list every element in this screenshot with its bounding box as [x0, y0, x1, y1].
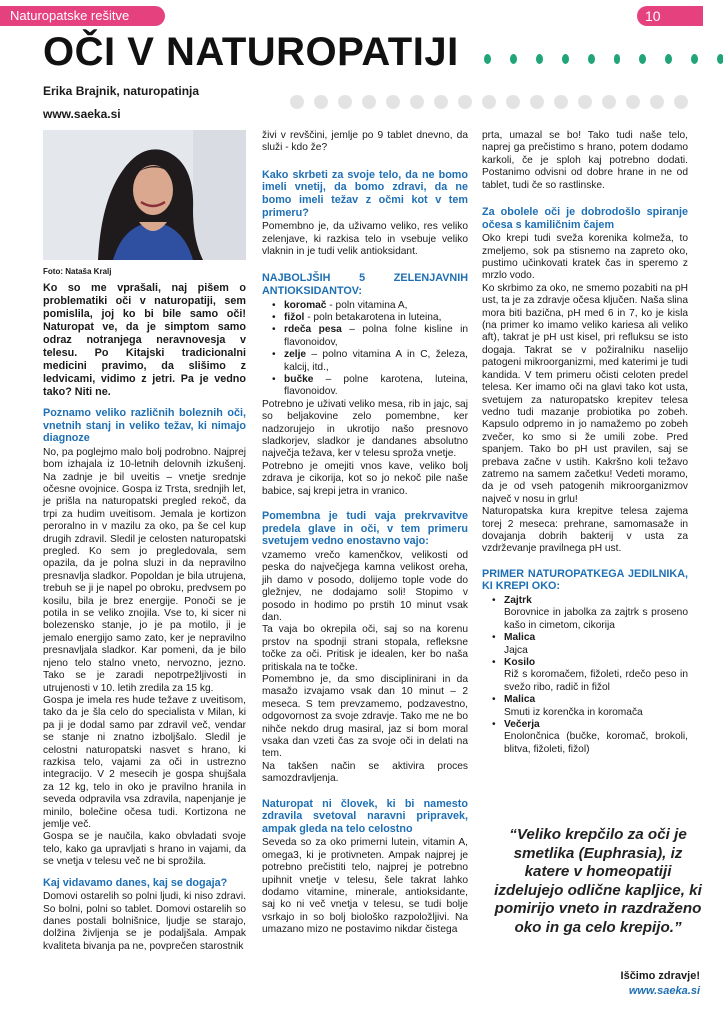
closing-website: www.saeka.si — [628, 985, 700, 997]
list-item: • bučke – polne karotena, luteina, flavonoidov. — [284, 374, 468, 399]
pull-quote: “Veliko krepčilo za oči je smetlika (Euphrasia), iz katere v homeopatiji izdelujejo odlične kapljice, ki pomirijo vneto in razdraženo oko in ga celo krepijo.” — [494, 826, 702, 936]
paragraph: Gospa se je naučila, kako obvladati svoje telo, kako ga upravljati s hrano in vajami, da se vnetja v telesu več ne bi sprožila. — [43, 831, 246, 868]
list-item: • Večerja Enolončnica (bučke, koromač, brokoli, blitva, fižoleti, fižol) — [504, 719, 688, 756]
closing-line: Iščimo zdravje! — [620, 970, 700, 982]
lead-paragraph: Ko so me vprašali, naj pišem o problematiki oči v naturopatiji, sem pomislila, joj ko bi bile samo oči! Naturopat ve, da je simptom samo odraz notranjega neravnovesja v telesu. Po Kitajski tradicionalni medicini pravimo, da slišimo z ledvicami, vidimo z jetri. Pa je vedno tako? Niti ne. — [43, 282, 246, 398]
paragraph: Ta vaja bo okrepila oči, saj so na korenu prstov na spodnji strani stopala, refleksne točke za oči. Pritisk je idealen, ker bo naša pritiskala na te točke. — [262, 624, 468, 673]
list-item: • Zajtrk Borovnice in jabolka za zajtrk s proseno kašo in cimetom, cikorija — [504, 595, 688, 632]
column-3 — [482, 130, 688, 756]
subheading: Kaj vidavamo danes, kaj se dogaja? — [43, 876, 228, 889]
subheading: Za obolele oči je dobrodošlo spiranje očesa s kamiličnim čajem — [482, 206, 688, 231]
column-2 — [262, 130, 468, 937]
subheading: Pomembna je tudi vaja prekrvavitve predela glave in oči, v tem primeru svetujem vedno enostavno vajo: — [262, 510, 468, 548]
author-photo — [43, 130, 246, 260]
subheading: Kako skrbeti za svoje telo, da ne bomo imeli vnetij, da bomo zdravi, da ne bomo imeli težav z očmi kot v tem primeru? — [262, 168, 468, 219]
author-website: www.saeka.si — [43, 107, 121, 121]
subheading: PRIMER NATUROPATKEGA JEDILNIKA, KI KREPI OKO: — [482, 567, 688, 593]
list-item: • Kosilo Riž s koromačem, fižoleti, rdečo peso in svežo ribo, radič in fižol — [504, 657, 688, 694]
section-tab: Naturopatske rešitve — [0, 6, 165, 26]
article-author: Erika Brajnik, naturopatinja — [43, 84, 200, 98]
list-item: • rdeča pesa – polna folne kisline in flavonoidov, — [284, 324, 468, 349]
paragraph: Seveda so za oko primerni lutein, vitamin A, omega3, ki je protivneten. Ampak najprej je potrebno prečistiti telo, najprej je potrebno upihnit vnetje v telesu, šele takrat lahko dodamo vitamine, minerale, antioksidante, saj ko ni več vnetja v telesu, se tudi bolje vsrkajo in so bolj biološko razpoložljivi. Na umazano mizo ne postavimo nikdar čistega — [262, 837, 468, 936]
subheading: Poznamo veliko različnih boleznih oči, vnetnih stanj in veliko težav, ki nimajo diagnoze — [43, 407, 246, 445]
paragraph: Potrebno je omejiti vnos kave, veliko bolj zdrava je cikorija, kot so jo nekoč pile naše babice, saj krepi jetra in vranico. — [262, 460, 468, 497]
paragraph: Potrebno je uživati veliko mesa, rib in jajc, saj so beljakovine zelo pomembne, ker nadzorujejo in ukrotijo našo presnovo sladkorjev, sladkor je dandanes absolutno največja težava, ker v telesu sproža vnetje. — [262, 398, 468, 460]
column-1 — [43, 282, 246, 953]
paragraph: Ko skrbimo za oko, ne smemo pozabiti na pH ust, ta je za zdravje očesa ključen. Naša slina mora biti bazična, pH med 6 in 7, ko je kisla (na primer ko imamo veliko kariesa ali veliko aft), takrat je pH ust kisel, pri refluksu se isto dogaja. Takrat se v požiralniku naselijo patogeni mikroorganizmi, med katerimi je tudi kandida. V tem primeru očisti celoten predel telesa. Ker imamo oči na glavi tako kot usta, svetujem za naturopatsko krepitev telesa vedno tudi mazanje probiotika po zobeh. Kapsulo odpremo in jo namažemo po zobeh zvečer, ko smo si že umili zobe. Pred spanjem. Tako bo pH ust pravilen, saj se prebava začne v ustih. Kakršno koli težavo zatremo na samem začetku! Vedeti moramo, da je od vseh patogenih mikroorganizmov največ v nosu in grlu! — [482, 282, 688, 505]
paragraph: prta, umazal se bo! Tako tudi naše telo, naprej ga prečistimo s hrano, potem dodamo karkoli, če je sploh kaj potrebno dodati. Postanimo odvisni od dobre hrane in ne od tablet, tudi če so rastlinske. — [482, 130, 688, 191]
paragraph: živi v revščini, jemlje po 9 tablet dnevno, da služi - kdo že? — [262, 130, 468, 154]
subheading: NAJBOLJŠIH 5 ZELENJAVNIH ANTIOKSIDANTOV: — [262, 272, 468, 297]
paragraph: Domovi ostarelih so polni ljudi, ki niso zdravi. So bolni, polni so tablet. Domovi ostarelih so danes postali bolnišnice, ljudje se starajo, dolžina življenja se je podaljšala. Ampak kvaliteta bivanja pa ne, povprečen starostnik — [43, 891, 246, 952]
paragraph: Pomembno je, da uživamo veliko, res veliko zelenjave, ki razkisa telo in vsebuje veliko vlaknin in je tudi velik antioksidant. — [262, 221, 468, 257]
list-item: • Malica Smuti iz korenčka in koromača — [504, 694, 688, 719]
title-dots-decoration — [484, 50, 723, 68]
list-item: • koromač - poln vitamina A, — [284, 300, 468, 312]
page-number: 10 — [637, 6, 703, 26]
subheading: Naturopat ni človek, ki bi namesto zdravila svetoval naravni pripravek, ampak gleda na telo celostno — [262, 797, 468, 835]
paragraph: Gospa je imela res hude težave z uveitisom, tako da je šla celo do specialista v Milan, ki pa ji je dodal samo par zdravil več, vendar se stanje ni znatno izboljšalo. Sledil je celostni naturopatski nasvet s hrano, ki razkisa telo, vajami za oči in ustrezno integracijo. V 2 mesecih je gospa shujšala za 12 kg, telo in oko je pravilno hranila in seveda odpravila vsa zdravila, napenjanje je minilo, bolečine očesa tudi. Kortizona ne jemlje več. — [43, 694, 246, 830]
paragraph: Oko krepi tudi sveža korenika kolmeža, to zmeljemo, sok pa stisnemo na zapreto oko, pustimo učinkovati kratek čas in speremo z mrzlo vodo. — [482, 233, 688, 282]
list-item: • zelje – polno vitamina A in C, železa, kalcij, itd., — [284, 349, 468, 374]
list-item: • fižol - poln betakarotena in luteina, — [284, 312, 468, 324]
portrait-illustration — [43, 130, 246, 260]
paragraph: Naturopatska kura krepitve telesa zajema torej 2 meseca: prehrane, samomasaže in dovajanja dobrih bakterij v usta za vzdrževanje pravilnega pH ust. — [482, 506, 688, 555]
paragraph: vzamemo vrečo kamenčkov, velikosti od peska do največjega kamna velikost oreha, jih damo v posodo, dolijemo tople vode do gležnjev, ne dodajamo soli! Stopimo v posodo in hodimo po prstih 10 minut vsak dan. — [262, 549, 468, 623]
list-item: • Malica Jajca — [504, 632, 688, 657]
paragraph: Na takšen način se aktivira proces samozdravljenja. — [262, 760, 468, 785]
photo-credit: Foto: Nataša Kralj — [43, 267, 112, 276]
paragraph: No, pa poglejmo malo bolj podrobno. Najprej bom izhajala iz 10-letnih delovnih izkušenj. Na zadnje je bil uveitis – vnetje srednje očesne ovojnice. Gospa iz Trsta, srednjih let, je prišla na naturopatski pregled rekoč, da trpi za hudim uveitisom. Jemala je kortizon peroralno in v mazilu za oko, pa še cel kup drugih zdravil. Sledil je celosten naturopatski pregled. Ko sem jo pregledovala, sem opazila, da je polna sluzi in da nepravilno presnavlja sladkor. Popoldan je bila utrujena, trebuh se ji je napel po obroku, predvsem po kosilu, bila je brez energije. Ponoči se je potila in se veliko znojila. Vse to, ki sicer ni bolezensko stanje, jo je pa motilo, ji je jemalo energijo samo zato, ker je nepravilno presnavljala sladkor. Kar pomeni, da je bilo njeno telo stalno vneto, nervozno, jezno. Tako se je zaradi nepotrpežljivosti in utrujenosti v 10. letih zredila za 15 kg. — [43, 446, 246, 694]
grey-dots-decoration — [290, 95, 710, 109]
paragraph: Pomembno je, da smo disciplinirani in da masažo izvajamo vsak dan 10 minut – 2 meseca. S tem prevzamemo, podzavestno, odgovornost za svoje zdravje. Tako me ne bo nihče nekdo drug masiral, jaz si bom moral vsaka dan vzeti čas za svoje oči in delati na tem. — [262, 673, 468, 760]
antioxidant-list — [262, 300, 468, 399]
menu-list — [482, 595, 688, 756]
article-title: OČI V NATUROPATIJI — [43, 30, 459, 74]
